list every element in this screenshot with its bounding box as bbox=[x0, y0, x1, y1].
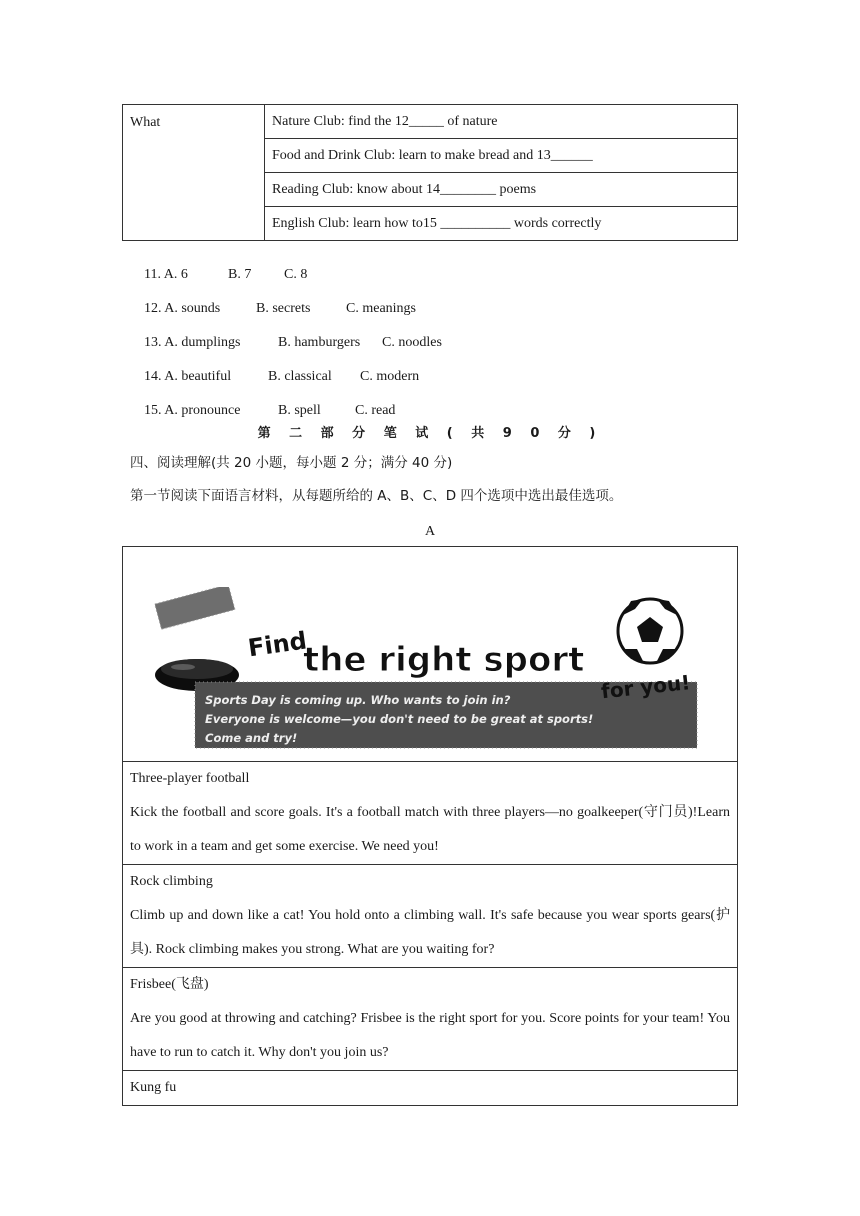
option-b: B. hamburgers bbox=[278, 335, 361, 350]
sport-cell-kungfu bbox=[123, 1071, 738, 1106]
sport-description: Climb up and down like a cat! You hold onto a climbing wall. It's safe because you wear sports gears(护具). Rock climbing makes you strong. What are you waiting for? bbox=[130, 908, 730, 957]
option-b: B. classical bbox=[268, 369, 332, 384]
table-row: Nature Club: find the 12_____ of nature bbox=[265, 105, 738, 139]
banner-headline: the right sport bbox=[303, 640, 585, 680]
option-a: 11. A. 6 bbox=[144, 267, 188, 282]
option-a: 15. A. pronounce bbox=[144, 403, 241, 418]
reading-instruction: 第一节阅读下面语言材料，从每题所给的 A、B、C、D 四个选项中选出最佳选项。 bbox=[130, 488, 623, 504]
option-a: 13. A. dumplings bbox=[144, 335, 241, 350]
sport-description: Are you good at throwing and catching? Frisbee is the right sport for you. Score points for your team! You have to run to catch it. Why don't you join us? bbox=[130, 1011, 730, 1060]
option-c: C. noodles bbox=[382, 335, 442, 350]
sport-title: Three-player football bbox=[130, 771, 250, 786]
section-four-heading: 四、阅读理解(共 20 小题，每小题 2 分；满分 40 分) bbox=[130, 455, 453, 471]
club-what-table bbox=[122, 104, 738, 241]
table-row: Reading Club: know about 14________ poems bbox=[265, 173, 738, 207]
football-icon bbox=[618, 599, 682, 663]
option-a: 12. A. sounds bbox=[144, 301, 221, 316]
option-b: B. 7 bbox=[228, 267, 252, 282]
banner-cell bbox=[123, 547, 738, 762]
sport-title: Kung fu bbox=[130, 1080, 177, 1095]
sport-title: Rock climbing bbox=[130, 874, 213, 889]
sport-cell-climbing bbox=[123, 865, 738, 968]
table-row: English Club: learn how to15 __________ words correctly bbox=[265, 207, 738, 241]
sport-title: Frisbee(飞盘) bbox=[130, 977, 209, 992]
sport-cell-frisbee bbox=[123, 968, 738, 1071]
option-b: B. secrets bbox=[256, 301, 311, 316]
option-a: 14. A. beautiful bbox=[144, 369, 232, 384]
sport-cell-football bbox=[123, 762, 738, 865]
option-c: C. read bbox=[355, 403, 396, 418]
what-label: What bbox=[123, 105, 265, 241]
option-c: C. 8 bbox=[284, 267, 308, 282]
section-title: 第 二 部 分 笔 试 ( 共 9 0 分 ) bbox=[257, 426, 603, 441]
passage-letter: A bbox=[424, 524, 436, 539]
banner-for-you: for you! bbox=[599, 670, 692, 704]
banner-line-2: Everyone is welcome—you don't need to be great at sports! bbox=[205, 712, 594, 726]
option-c: C. meanings bbox=[346, 301, 416, 316]
sports-table bbox=[122, 546, 738, 1106]
banner-line-1: Sports Day is coming up. Who wants to join in? bbox=[205, 693, 511, 707]
banner-find: Find bbox=[246, 626, 309, 663]
sport-description: Kick the football and score goals. It's a football match with three players—no goalkeeper(守门员)!Learn to work in a team and get some exercise. We need you! bbox=[130, 805, 730, 854]
banner-line-3: Come and try! bbox=[205, 731, 298, 745]
sports-banner bbox=[153, 587, 705, 759]
option-c: C. modern bbox=[360, 369, 420, 384]
option-b: B. spell bbox=[278, 403, 321, 418]
table-row: Food and Drink Club: learn to make bread and 13______ bbox=[265, 139, 738, 173]
tape-strip bbox=[155, 587, 235, 629]
